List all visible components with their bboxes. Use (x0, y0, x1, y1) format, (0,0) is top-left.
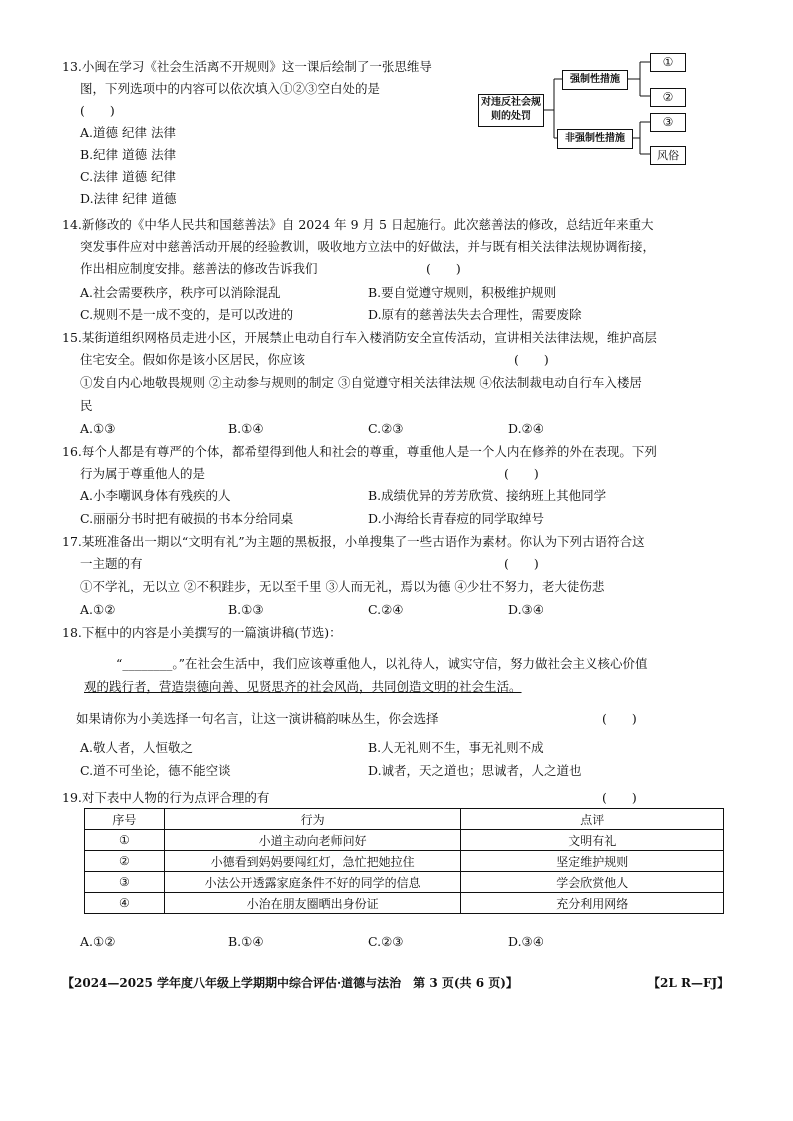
mindmap-blank-2: ② (650, 88, 686, 107)
table-row (85, 830, 724, 851)
table-cell-comment: 充分利用网络 (461, 893, 724, 914)
q16-stem-line2: 行为属于尊重他人的是 (80, 466, 206, 481)
q19-option-b: B.①④ (228, 934, 264, 949)
mindmap-root: 对违反社会规则的处罚 (478, 94, 544, 127)
q14-option-d: D.原有的慈善法失去合理性，需要废除 (368, 307, 582, 322)
q14-option-c: C.规则不是一成不变的，是可以改进的 (80, 307, 294, 322)
q15-option-a: A.①③ (80, 421, 116, 436)
page-footer-code: 【2L R—FJ】 (648, 976, 730, 990)
table-cell-behavior: 小德看到妈妈要闯红灯，急忙把她拉住 (164, 851, 461, 872)
mindmap-blank-1: ① (650, 53, 686, 72)
q18-option-d: D.诚者，天之道也；思诚者，人之道也 (368, 763, 582, 778)
q14-stem-line3: 作出相应制度安排。慈善法的修改告诉我们 (80, 261, 318, 276)
q15-choices-line2: 民 (80, 398, 93, 413)
q15-option-b: B.①④ (228, 421, 264, 436)
q17-options (80, 599, 740, 621)
q16-options-row2 (80, 508, 740, 530)
q14-option-b: B.要自觉遵守规则，积极维护规则 (368, 285, 557, 300)
q15-stem-line2: 住宅安全。假如你是该小区居民，你应该 (80, 352, 306, 367)
q19-table (84, 808, 724, 914)
q18-speech-line1: “________。”在社会生活中，我们应该尊重他人，以礼待人，诚实守信，努力做社会主义核心价值 (116, 656, 648, 671)
q15-choices-line1: ①发自内心地敬畏规则 ②主动参与规则的制定 ③自觉遵守相关法律法规 ④依法制裁电动自行车入楼居 (80, 375, 642, 390)
q17-option-b: B.①③ (228, 602, 264, 617)
q13-option-c: C.法律 道德 纪律 (80, 169, 177, 184)
q18-option-c: C.道不可坐论，德不能空谈 (80, 763, 231, 778)
table-cell-index: ④ (85, 893, 165, 914)
q16-option-c: C.丽丽分书时把有破损的书本分给同桌 (80, 511, 294, 526)
q16-option-a: A.小李嘲讽身体有残疾的人 (80, 488, 231, 503)
q14-options-row2 (80, 304, 740, 326)
q16-option-b: B.成绩优异的芳芳欣赏、接纳班上其他同学 (368, 488, 607, 503)
page-footer-info: 【2024—2025 学年度八年级上学期期中综合评估·道德与法治 第 3 页(共 6 页)】 (62, 976, 518, 990)
q17-option-c: C.②④ (368, 602, 404, 617)
q17-answer-paren: ( ) (504, 556, 539, 571)
q19-option-d: D.③④ (508, 934, 544, 949)
q19-answer-paren: ( ) (602, 790, 637, 805)
table-cell-behavior: 小法公开透露家庭条件不好的同学的信息 (164, 872, 461, 893)
q16-options-row1 (80, 485, 740, 507)
q19-option-c: C.②③ (368, 934, 404, 949)
q14-stem-line2: 突发事件应对中慈善活动开展的经验教训，吸收地方立法中的好做法，并与既有相关法律法规协调衔接， (80, 239, 656, 254)
table-cell-behavior: 小道主动向老师问好 (164, 830, 461, 851)
table-cell-comment: 学会欣赏他人 (461, 872, 724, 893)
q13-stem-line1: 13.小闽在学习《社会生活离不开规则》这一课后绘制了一张思维导 (62, 59, 432, 74)
table-header-comment: 点评 (461, 809, 724, 830)
q18-option-b: B.人无礼则不生，事无礼则不成 (368, 740, 544, 755)
q15-option-d: D.②④ (508, 421, 544, 436)
q15-options (80, 418, 740, 440)
table-cell-index: ③ (85, 872, 165, 893)
q14-answer-paren: ( ) (426, 261, 461, 276)
q15-answer-paren: ( ) (514, 352, 549, 367)
q15-option-c: C.②③ (368, 421, 404, 436)
q14-stem-line1: 14.新修改的《中华人民共和国慈善法》自 2024 年 9 月 5 日起施行。此次慈善法的修改，总结近年来重大 (62, 217, 654, 232)
mindmap-blank-3: ③ (650, 113, 686, 132)
mindmap-branch-mandatory: 强制性措施 (562, 70, 628, 90)
q16-answer-paren: ( ) (504, 466, 539, 481)
q19-options (80, 931, 740, 953)
q13-answer-paren: ( ) (80, 103, 115, 118)
q13-option-a: A.道德 纪律 法律 (80, 125, 176, 140)
mindmap-branch-non-mandatory: 非强制性措施 (557, 129, 633, 149)
q18-answer-paren: ( ) (602, 711, 637, 726)
table-header-index: 序号 (85, 809, 165, 830)
q17-stem-line2: 一主题的有 (80, 556, 143, 571)
table-cell-comment: 坚定维护规则 (461, 851, 724, 872)
table-cell-comment: 文明有礼 (461, 830, 724, 851)
table-cell-index: ① (85, 830, 165, 851)
q18-question: 如果请你为小美选择一句名言，让这一演讲稿韵味丛生，你会选择 (76, 711, 439, 726)
q18-options-row1 (80, 737, 740, 759)
table-header-behavior: 行为 (164, 809, 461, 830)
q18-option-a: A.敬人者，人恒敬之 (80, 740, 194, 755)
q19-stem: 19.对下表中人物的行为点评合理的有 (62, 790, 270, 805)
table-cell-behavior: 小治在朋友圈晒出身份证 (164, 893, 461, 914)
q17-stem-line1: 17.某班准备出一期以“文明有礼”为主题的黑板报，小单搜集了一些古语作为素材。你认为下列古语符合这 (62, 534, 645, 549)
q16-stem-line1: 16.每个人都是有尊严的个体，都希望得到他人和社会的尊重，尊重他人是一个人内在修养的外在表现。下列 (62, 444, 657, 459)
q15-stem-line1: 15.某街道组织网格员走进小区，开展禁止电动自行车入楼消防安全宣传活动，宣讲相关法律法规，维护高层 (62, 330, 657, 345)
table-row (85, 872, 724, 893)
q18-stem: 18.下框中的内容是小美撰写的一篇演讲稿(节选)： (62, 625, 342, 640)
mindmap-leaf-custom: 风俗 (650, 146, 686, 165)
q13-option-d: D.法律 纪律 道德 (80, 191, 177, 206)
table-header-row (85, 809, 724, 830)
q18-speech-line2: 观的践行者，营造崇德向善、见贤思齐的社会风尚，共同创造文明的社会生活。 (84, 679, 522, 694)
table-row (85, 851, 724, 872)
q18-options-row2 (80, 760, 740, 782)
table-cell-index: ② (85, 851, 165, 872)
q14-options-row1 (80, 282, 740, 304)
q17-choices: ①不学礼，无以立 ②不积跬步，无以至千里 ③人而无礼，焉以为德 ④少壮不努力，老大徒伤悲 (80, 579, 605, 594)
q17-option-d: D.③④ (508, 602, 544, 617)
table-row (85, 893, 724, 914)
q14-option-a: A.社会需要秩序，秩序可以消除混乱 (80, 285, 281, 300)
q17-option-a: A.①② (80, 602, 116, 617)
q13-stem-line2: 图，下列选项中的内容可以依次填入①②③空白处的是 (80, 81, 381, 96)
q19-option-a: A.①② (80, 934, 116, 949)
q13-option-b: B.纪律 道德 法律 (80, 147, 177, 162)
q16-option-d: D.小海给长青春痘的同学取绰号 (368, 511, 545, 526)
